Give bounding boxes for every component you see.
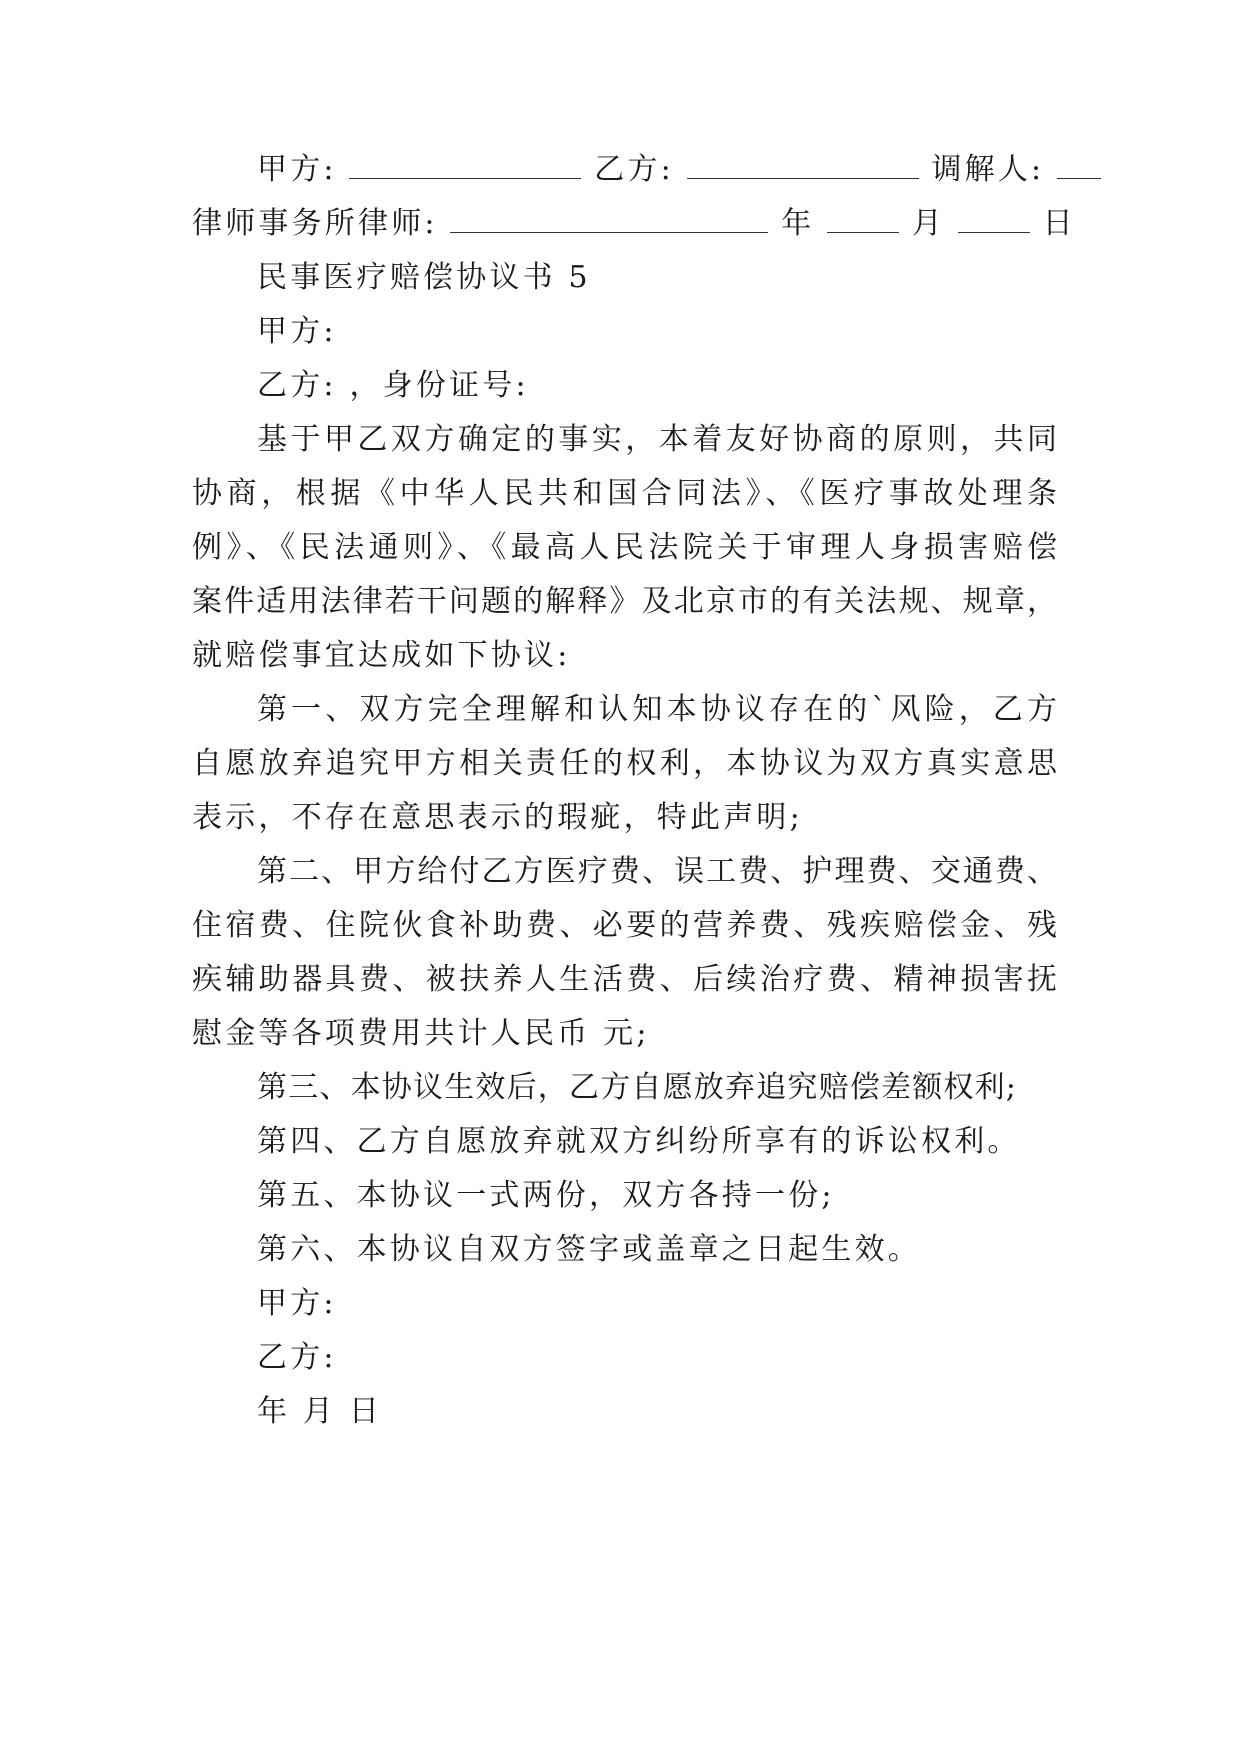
clause-1-line-2: 自愿放弃追究甲方相关责任的权利，本协议为双方真实意思 xyxy=(192,746,1057,781)
party-a-line: 甲方: xyxy=(257,314,337,349)
clause-3: 第三、本协议生效后，乙方自愿放弃追究赔偿差额权利; xyxy=(257,1070,1018,1105)
sign-date: 年 月 日 xyxy=(257,1394,383,1429)
intro-line-3: 例》、《民法通则》、《最高人民法院关于审理人身损害赔偿 xyxy=(192,530,1057,565)
clause-1-line-1: 第一、双方完全理解和认知本协议存在的`风险，乙方 xyxy=(257,692,1057,727)
mediator-label: 调解人: xyxy=(931,152,1045,187)
signature-line-lawyer xyxy=(192,204,1076,244)
clause-2-line-1: 第二、甲方给付乙方医疗费、误工费、护理费、交通费、 xyxy=(257,854,1057,889)
clause-4: 第四、乙方自愿放弃就双方纠纷所享有的诉讼权利。 xyxy=(257,1124,1021,1159)
intro-line-5: 就赔偿事宜达成如下协议: xyxy=(192,638,571,673)
month-label: 月 xyxy=(911,206,946,241)
clause-2-line-4: 慰金等各项费用共计人民币 元; xyxy=(192,1016,650,1051)
lawyer-label: 律师事务所律师: xyxy=(192,206,438,241)
party-b-label: 乙方: xyxy=(594,152,674,187)
year-blank xyxy=(827,206,899,233)
clause-2-line-2: 住宿费、住院伙食补助费、必要的营养费、残疾赔偿金、残 xyxy=(192,908,1057,943)
intro-line-2: 协商，根据《中华人民共和国合同法》、《医疗事故处理条 xyxy=(192,476,1057,511)
party-b-line: 乙方: ，身份证号: xyxy=(257,368,529,403)
month-blank xyxy=(958,206,1030,233)
lawyer-blank xyxy=(450,206,768,233)
year-label: 年 xyxy=(781,206,815,241)
mediator-blank xyxy=(1057,152,1101,179)
party-a-label: 甲方: xyxy=(257,152,337,187)
agreement-title: 民事医疗赔偿协议书 5 xyxy=(257,260,591,295)
sign-party-b: 乙方: xyxy=(257,1340,337,1375)
clause-2-line-3: 疾辅助器具费、被扶养人生活费、后续治疗费、精神损害抚 xyxy=(192,962,1057,997)
clause-6: 第六、本协议自双方签字或盖章之日起生效。 xyxy=(257,1232,921,1267)
sign-party-a: 甲方: xyxy=(257,1286,337,1321)
party-a-blank xyxy=(349,152,581,179)
day-label: 日 xyxy=(1042,206,1076,241)
intro-line-4: 案件适用法律若干问题的解释》及北京市的有关法规、规章， xyxy=(192,584,1057,619)
intro-line-1: 基于甲乙双方确定的事实，本着友好协商的原则，共同 xyxy=(257,422,1057,457)
clause-1-line-3: 表示，不存在意思表示的瑕疵，特此声明; xyxy=(192,800,803,835)
signature-line-parties xyxy=(257,150,1057,190)
party-b-blank xyxy=(687,152,919,179)
clause-5: 第五、本协议一式两份，双方各持一份; xyxy=(257,1178,835,1213)
